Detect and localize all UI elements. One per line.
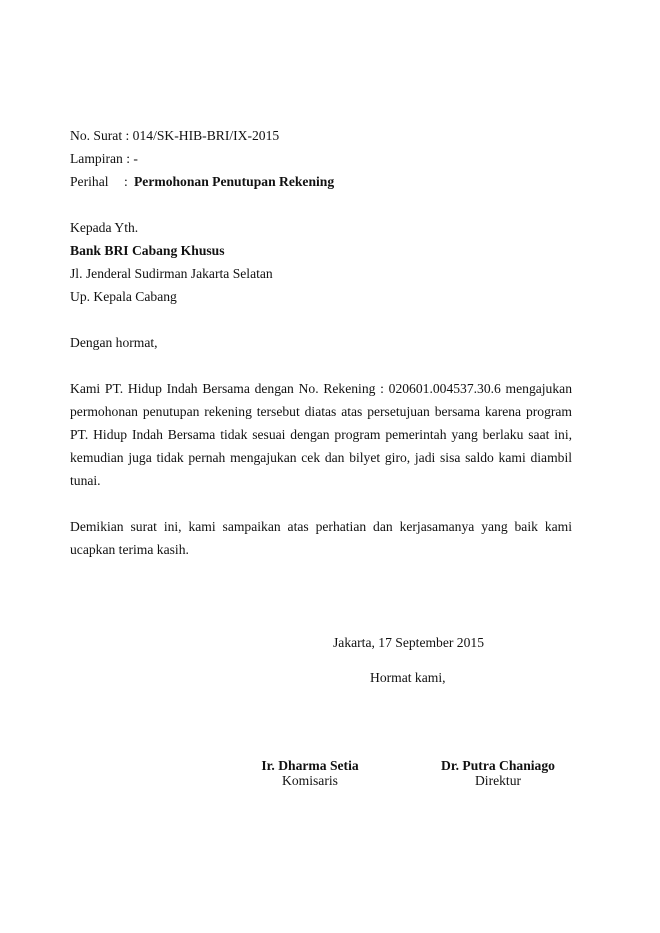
paragraph-line: Demikian surat ini, kami sampaikan atas perhatian dan kerjasamanya yang baik kami [70,519,572,534]
subject-label: Perihal [70,174,109,189]
signatory-title: Komisaris [282,773,338,788]
greeting: Dengan hormat, [70,335,158,350]
paragraph-line: ucapkan terima kasih. [70,542,189,557]
paragraph-line: kemudian juga tidak pernah mengajukan cek dan bilyet giro, jadi sisa saldo kami diambil [70,450,572,465]
letter-number: No. Surat : 014/SK-HIB-BRI/IX-2015 [70,128,280,143]
recipient-salutation: Kepada Yth. [70,220,139,235]
recipient-bank: Bank BRI Cabang Khusus [70,243,225,258]
recipient-attention: Up. Kepala Cabang [70,289,177,304]
subject-separator: : [124,174,128,189]
attachment-line: Lampiran : - [70,151,138,166]
paragraph-line: permohonan penutupan rekening tersebut diatas atas persetujuan bersama karena program [70,404,572,419]
recipient-address: Jl. Jenderal Sudirman Jakarta Selatan [70,266,273,281]
paragraph-line: PT. Hidup Indah Bersama tidak sesuai dengan program pemerintah yang berlaku saat ini, [70,427,572,442]
signatory-name: Dr. Putra Chaniago [441,758,555,773]
signatory-title: Direktur [474,773,522,788]
place-date: Jakarta, 17 September 2015 [333,635,484,650]
signatory-name: Ir. Dharma Setia [261,758,359,773]
subject-value: Permohonan Penutupan Rekening [134,174,335,189]
closing-regards: Hormat kami, [370,670,446,685]
paragraph-line: Kami PT. Hidup Indah Bersama dengan No. Rekening : 020601.004537.30.6 mengajukan [70,381,572,396]
paragraph-line: tunai. [70,473,101,488]
